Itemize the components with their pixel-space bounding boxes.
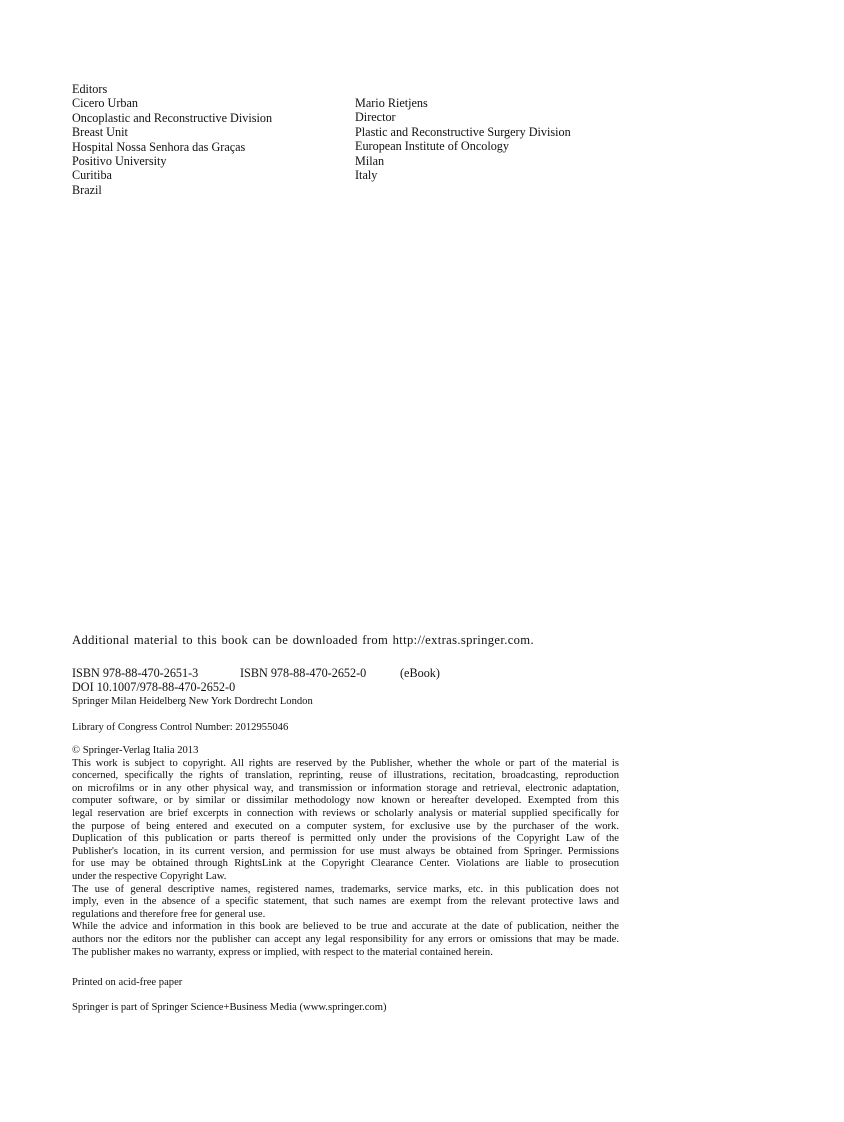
printed-on-note: Printed on acid-free paper bbox=[72, 977, 183, 988]
copyright-line: the purpose of being entered and executed on a computer system, for exclusive use by the purchaser of the work. bbox=[72, 820, 619, 832]
copyright-line: on microfilms or in any other physical way, and transmission or information storage and retrieval, electronic adaptation, bbox=[72, 782, 619, 794]
editor-affiliation: European Institute of Oncology bbox=[355, 139, 509, 154]
editor-affiliation: Breast Unit bbox=[72, 125, 128, 140]
isbn-print: ISBN 978-88-470-2651-3 bbox=[72, 666, 199, 680]
editor-name: Cicero Urban bbox=[72, 96, 138, 111]
copyright-line: concerned, specifically the rights of translation, reprinting, reuse of illustrations, recitation, broadcasting, reproduction bbox=[72, 770, 619, 782]
editor-affiliation: Oncoplastic and Reconstructive Division bbox=[72, 110, 273, 125]
editors-right-column bbox=[355, 96, 571, 182]
editors-left-column bbox=[72, 82, 272, 197]
disclaimer-line: authors nor the editors nor the publisher can accept any legal responsibility for any errors or omissions that may be made. bbox=[72, 933, 619, 945]
editor-city: Milan bbox=[355, 153, 385, 168]
doi: DOI 10.1007/978-88-470-2652-0 bbox=[72, 680, 236, 695]
editor-country: Italy bbox=[355, 168, 378, 183]
editor-name: Mario Rietjens bbox=[355, 96, 428, 110]
editors-heading: Editors bbox=[72, 82, 108, 96]
editor-city: Curitiba bbox=[72, 168, 112, 183]
disclaimer-line: The publisher makes no warranty, express or implied, with respect to the material contained herein. bbox=[72, 946, 493, 958]
library-of-congress-number: Library of Congress Control Number: 2012955046 bbox=[72, 722, 289, 733]
copyright-line: legal reservation are brief excerpts in connection with reviews or scholarly analysis or material supplied specifically for bbox=[72, 807, 619, 819]
springer-affiliation-note: Springer is part of Springer Science+Business Media (www.springer.com) bbox=[72, 1002, 387, 1013]
trademark-line: The use of general descriptive names, registered names, trademarks, service marks, etc. in this publication does not bbox=[72, 883, 619, 895]
copyright-line: for use may be obtained through RightsLink at the Copyright Clearance Center. Violations are liable to prosecution bbox=[72, 858, 619, 870]
copyright-notice: © Springer-Verlag Italia 2013 bbox=[72, 745, 199, 756]
copyright-line: This work is subject to copyright. All rights are reserved by the Publisher, whether the whole or part of the material is bbox=[72, 757, 619, 769]
copyright-line: computer software, or by similar or dissimilar methodology now known or hereafter developed. Exempted from this bbox=[72, 795, 619, 807]
editor-affiliation: Hospital Nossa Senhora das Graças bbox=[72, 139, 246, 154]
editor-country: Brazil bbox=[72, 182, 102, 197]
disclaimer-line: While the advice and information in this book are believed to be true and accurate at the date of publication, neither the bbox=[72, 921, 619, 933]
copyright-line: Duplication of this publication or parts thereof is permitted only under the provisions of the Copyright Law of the bbox=[72, 833, 619, 845]
publisher-locations: Springer Milan Heidelberg New York Dordrecht London bbox=[72, 695, 313, 707]
editor-affiliation: Plastic and Reconstructive Surgery Division bbox=[355, 124, 571, 139]
editor-title: Director bbox=[355, 110, 396, 125]
copyright-line: under the respective Copyright Law. bbox=[72, 870, 227, 882]
isbn-ebook-label: (eBook) bbox=[400, 666, 440, 680]
isbn-ebook: ISBN 978-88-470-2652-0 bbox=[240, 666, 367, 680]
copyright-section bbox=[72, 745, 619, 959]
trademark-line: imply, even in the absence of a specific statement, that such names are exempt from the relevant protective laws and bbox=[72, 896, 619, 908]
additional-material-note: Additional material to this book can be downloaded from http://extras.springer.com. bbox=[72, 633, 534, 647]
isbn-row bbox=[72, 666, 440, 680]
copyright-line: Publisher's location, in its current version, and permission for use must always be obtained from Springer. Permissions bbox=[72, 845, 619, 857]
isbn-block bbox=[72, 666, 440, 709]
editor-affiliation: Positivo University bbox=[72, 154, 167, 169]
trademark-line: regulations and therefore free for general use. bbox=[72, 908, 266, 920]
